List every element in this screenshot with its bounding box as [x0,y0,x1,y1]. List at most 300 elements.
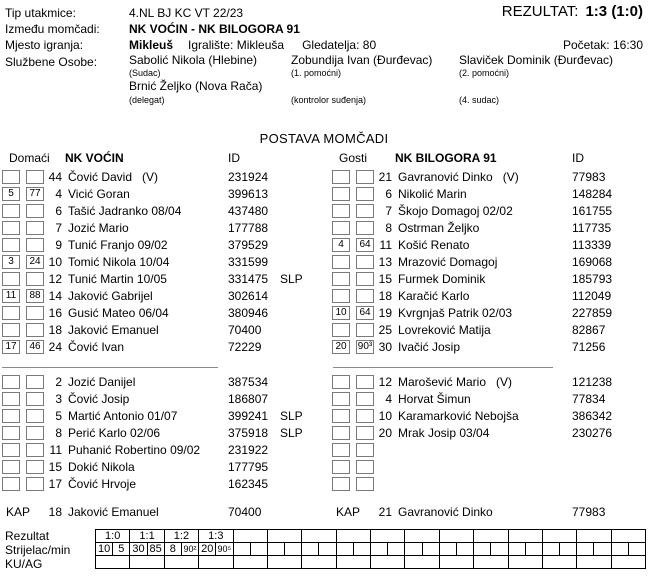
sub-in-box [332,443,350,457]
rezultat-row-label: Rezultat [5,529,50,543]
player-row [0,339,330,356]
empty-cell [285,543,302,556]
player-number: 10 [378,409,392,423]
empty-cell [577,543,594,556]
player-name: Jaković Emanuel [68,505,159,519]
empty-cell [267,543,284,556]
empty-cell [405,530,439,543]
slp-badge: SLP [280,409,303,423]
player-number: 11 [49,443,62,457]
sub-minute-box: 46 [26,340,44,354]
empty-cell [542,543,559,556]
player-id: 185793 [572,272,613,286]
player-row [0,476,330,493]
sub-in-box [2,238,20,252]
match-type-label: Tip utakmice: [5,6,76,20]
sub-in-box [332,375,350,389]
sub-in-box: 4 [332,238,350,252]
sub-in-box [332,426,350,440]
player-name: Košić Renato [398,238,470,252]
sub-in-box [2,443,20,457]
player-row [0,459,330,476]
player-number: 21 [378,170,392,184]
player-name: Tunić Martin 10/05 [68,272,167,286]
empty-cell [164,556,198,569]
empty-cell [130,556,164,569]
player-row [0,442,330,459]
sub-in-box [2,323,20,337]
sub-in-box: 11 [2,289,20,303]
player-row [0,305,330,322]
player-row [0,254,330,271]
player-id: 375918 [228,426,269,440]
player-number: 9 [55,238,62,252]
sub-in-box [332,289,350,303]
section-title: POSTAVA MOMČADI [259,131,389,146]
empty-cell [267,530,301,543]
player-name: Karačić Karlo [398,289,470,303]
empty-cell [302,543,319,556]
player-name: Gavranović Dinko [398,505,493,519]
home-substitutes [0,374,330,493]
empty-cell [302,530,336,543]
empty-cell [96,556,130,569]
player-id: 186807 [228,392,269,406]
officials-col-2 [291,53,459,105]
starters-subs-divider [2,367,218,368]
away-team-header [330,150,648,167]
player-name: Škojo Domagoj 02/02 [398,204,513,218]
away-captain-row [330,504,648,521]
player-number: 3 [55,392,62,406]
empty-cell [611,530,645,543]
sub-minute-box [356,477,374,491]
player-name: Ostrman Željko [398,221,480,235]
sub-in-box [2,272,20,286]
empty-cell [611,556,645,569]
sub-in-box [332,323,350,337]
player-row [330,374,648,391]
player-name: Čović Ivan [68,340,125,354]
empty-cell [577,556,611,569]
player-number: 30 [378,340,392,354]
sub-minute-box: 64 [356,238,374,252]
sub-in-box [332,187,350,201]
empty-cell [474,543,491,556]
empty-cell [474,556,508,569]
delegate-role: (delegat) [129,95,165,105]
player-number: 11 [379,238,392,252]
player-id: 387534 [228,375,269,389]
empty-cell [353,543,370,556]
player-name: Čović Josip [68,392,130,406]
player-row [330,271,648,288]
empty-cell [250,543,267,556]
player-id: 227859 [572,306,613,320]
sub-in-box: 17 [2,340,20,354]
player-id: 70400 [228,505,262,519]
player-number: 24 [48,340,62,354]
result-label: REZULTAT: [501,3,579,20]
player-number: 17 [48,477,62,491]
player-number: 18 [48,505,62,519]
player-id: 77983 [572,505,606,519]
empty-cell [439,543,456,556]
player-id: 380946 [228,306,269,320]
player-number: 19 [378,306,392,320]
player-row [330,237,648,254]
player-id: 399613 [228,187,269,201]
sub-in-box [2,409,20,423]
away-team-name: NK BILOGORA 91 [395,151,497,165]
sub-minute-box [356,460,374,474]
player-number: 12 [48,272,62,286]
referee-name: Sabolić Nikola (Hlebine) [129,53,258,67]
assistant1-name: Zobundija Ivan (Đurđevac) [291,53,433,67]
sub-in-box [2,221,20,235]
player-number: 5 [55,409,62,423]
player-row [330,425,648,442]
player-row [0,322,330,339]
empty-cell [233,556,267,569]
player-number: 4 [55,187,62,201]
player-id: 331475 [228,272,269,286]
player-id: 399241 [228,409,269,423]
player-row [330,408,648,425]
empty-cell [628,543,645,556]
sub-in-box: 20 [332,340,350,354]
player-name: Jozić Mario [68,221,129,235]
player-row [330,203,648,220]
player-number: 13 [378,255,392,269]
slp-badge: SLP [280,426,303,440]
player-name: Furmek Dominik [398,272,486,286]
teams-label: Između momčadi: [5,22,100,36]
empty-cell [336,530,370,543]
player-id: 379529 [228,238,269,252]
pitch-value: Igralište: Mikleuša [188,38,285,52]
away-id-header: ID [572,151,584,165]
starters-subs-divider [333,367,553,368]
slp-badge: SLP [280,272,303,286]
player-number: 18 [378,289,392,303]
player-id: 230276 [572,426,613,440]
rezultat-row [96,530,646,543]
player-name: Tašić Jadranko 08/04 [68,204,182,218]
player-number: 6 [55,204,62,218]
sub-in-box [332,392,350,406]
player-number: 18 [48,323,62,337]
home-captain-row [0,504,330,521]
result-block [502,3,643,20]
player-number: 25 [378,323,392,337]
player-row [0,220,330,237]
scorer-minute-cell: 5 [113,543,130,556]
player-number: 8 [385,221,392,235]
empty-cell [594,543,611,556]
player-id: 117735 [572,221,612,235]
player-number: 15 [378,272,392,286]
player-id: 331599 [228,255,269,269]
kuag-row [96,556,646,569]
empty-cell [422,543,439,556]
referee-role: (Sudac) [129,68,161,78]
player-row [0,169,330,186]
player-row [330,476,648,493]
attendance-value: Gledatelja: 80 [302,38,377,52]
player-id: 82867 [572,323,606,337]
empty-cell [525,543,542,556]
player-number: 21 [378,505,392,519]
player-row [0,271,330,288]
player-id: 71256 [572,340,606,354]
rezultat-cell: 1:0 [96,530,130,543]
player-id: 77983 [572,170,606,184]
empty-cell [508,556,542,569]
player-row [330,459,648,476]
score-timeline-table [95,529,646,569]
player-row [0,425,330,442]
scorer-minute-cell: 30 [130,543,147,556]
player-row [0,203,330,220]
player-name: Lovreković Matija [398,323,491,337]
player-id: 70400 [228,323,262,337]
empty-cell [405,556,439,569]
sub-in-box: 5 [2,187,20,201]
player-number: 20 [378,426,392,440]
player-name: Perić Karlo 02/06 [68,426,161,440]
officials-label: Službene Osobe: [5,55,98,69]
sub-minute-box: 90³ [357,341,373,352]
home-id-header: ID [228,151,240,165]
home-team-header [0,150,330,167]
player-id: 161755 [572,204,613,218]
player-id: 77834 [572,392,606,406]
player-row [330,254,648,271]
player-row [0,391,330,408]
player-id: 231922 [228,443,269,457]
home-starters [0,169,330,356]
scorer-minute-cell: 90² [181,543,198,556]
player-row [330,305,648,322]
empty-cell [388,543,405,556]
sub-in-box [332,204,350,218]
empty-cell [508,530,542,543]
player-id: 113339 [572,238,612,252]
venue-value: Mikleuš [129,38,174,52]
empty-cell [474,530,508,543]
sub-in-box [332,409,350,423]
sub-in-box [2,375,20,389]
player-name: Tomić Nikola 10/04 [68,255,170,269]
empty-cell [371,543,388,556]
player-number: 14 [48,289,62,303]
empty-cell [508,543,525,556]
captain-label: KAP [336,505,361,519]
player-name: Horvat Šimun [398,392,471,406]
player-name: Nikolić Marin [398,187,467,201]
scorer-minute-cell: 8 [164,543,181,556]
scorer-minute-cell: 85 [147,543,164,556]
player-row [0,374,330,391]
player-row [0,288,330,305]
player-row [330,169,648,186]
kickoff-value: Početak: 16:30 [562,38,643,52]
player-id: 148284 [572,187,613,201]
player-name: Mrak Josip 03/04 [398,426,490,440]
assistant2-name: Slaviček Dominik (Đurđevac) [459,53,614,67]
empty-cell [491,543,508,556]
rezultat-cell: 1:3 [199,530,233,543]
home-side-label: Domaći [9,151,50,165]
empty-cell [456,543,473,556]
player-id: 177795 [228,460,269,474]
away-side-label: Gosti [339,151,368,165]
player-name: Kvrgnjaš Patrik 02/03 [398,306,513,320]
sub-in-box [332,460,350,474]
player-row [330,186,648,203]
empty-cell [542,556,576,569]
player-id: 302614 [228,289,269,303]
scorer-minute-cell: 20 [199,543,216,556]
assistant2-role: (2. pomoćni) [459,68,510,78]
player-number: 15 [48,460,62,474]
player-number: 16 [48,306,62,320]
player-row [330,288,648,305]
assistant1-role: (1. pomoćni) [291,68,342,78]
away-substitutes [330,374,648,493]
player-name: Gusić Mateo 06/04 [68,306,169,320]
sub-in-box [2,477,20,491]
empty-cell [542,530,576,543]
player-name: Mrazović Domagoj [398,255,498,269]
player-id: 437480 [228,204,269,218]
match-type-value: 4.NL BJ KC VT 22/23 [129,6,244,20]
player-row [0,237,330,254]
sub-minute-box: 24 [26,255,44,269]
sub-in-box [332,272,350,286]
player-name: Karamarković Nebojša [398,409,519,423]
player-name: Jaković Gabrijel [68,289,153,303]
spacer [291,79,459,95]
empty-cell [371,556,405,569]
delegate-name: Brnić Željko (Nova Rača) [129,79,263,93]
player-name: Jaković Emanuel [68,323,159,337]
player-id: 112049 [572,289,612,303]
player-id: 177788 [228,221,269,235]
sub-in-box [2,170,20,184]
home-team-name: NK VOĆIN [65,151,124,165]
player-name: Čović David (V) [68,170,159,184]
empty-cell [336,543,353,556]
result-value: 1:3 (1:0) [585,3,643,20]
scorer-minute-cell: 90⁵ [217,544,232,554]
strijelac-row [96,543,646,556]
sub-in-box [2,392,20,406]
player-number: 4 [385,392,392,406]
player-name: Vicić Goran [68,187,130,201]
player-id: 169068 [572,255,613,269]
sub-minute-box: 64 [356,306,374,320]
player-row [330,391,648,408]
player-row [330,442,648,459]
player-id: 72229 [228,340,262,354]
empty-cell [233,530,267,543]
player-id: 386342 [572,409,613,423]
player-name: Gavranović Dinko (V) [398,170,519,184]
sub-in-box: 10 [332,306,350,320]
officials-grid [129,53,644,105]
player-row [330,322,648,339]
player-name: Marošević Mario (V) [398,375,513,389]
player-name: Tunić Franjo 09/02 [68,238,168,252]
empty-cell [319,543,336,556]
spacer [459,79,644,95]
officials-col-1 [129,53,291,105]
fourth-official-role: (4. sudac) [459,95,500,105]
sub-in-box [2,460,20,474]
captain-label: KAP [6,505,31,519]
sub-minute-box: 77 [26,187,44,201]
empty-cell [302,556,336,569]
empty-cell [611,543,628,556]
player-id: 121238 [572,375,613,389]
sub-in-box [2,306,20,320]
officials-col-3 [459,53,644,105]
sub-in-box [332,477,350,491]
away-starters [330,169,648,356]
empty-cell [336,556,370,569]
rezultat-cell: 1:2 [164,530,198,543]
strijelac-row-label: Strijelac/min [5,543,71,557]
player-name: Dokić Nikola [68,460,135,474]
player-number: 44 [48,170,62,184]
empty-cell [439,530,473,543]
empty-cell [439,556,473,569]
teams-value: NK VOĆIN - NK BILOGORA 91 [129,22,300,36]
empty-cell [267,556,301,569]
venue-label: Mjesto igranja: [5,38,84,52]
player-number: 7 [385,204,392,218]
sub-in-box [332,170,350,184]
venue-row [129,38,376,52]
player-row [330,220,648,237]
empty-cell [560,543,577,556]
player-name: Čović Hrvoje [68,477,137,491]
sub-in-box [332,221,350,235]
sub-in-box [2,426,20,440]
sub-in-box [2,204,20,218]
sub-minute-box [356,443,374,457]
player-row [330,339,648,356]
player-name: Puhanić Robertino 09/02 [68,443,201,457]
scorer-minute-cell: 10 [96,543,113,556]
player-row [0,408,330,425]
player-row [0,186,330,203]
player-number: 7 [55,221,62,235]
controller-role: (kontrolor suđenja) [291,95,367,105]
player-number: 8 [55,426,62,440]
player-number: 2 [55,375,62,389]
empty-cell [577,530,611,543]
empty-cell [199,556,233,569]
empty-cell [233,543,250,556]
player-number: 6 [385,187,392,201]
player-name: Jozić Danijel [68,375,136,389]
sub-in-box [332,255,350,269]
player-number: 10 [48,255,62,269]
player-name: Martić Antonio 01/07 [68,409,178,423]
